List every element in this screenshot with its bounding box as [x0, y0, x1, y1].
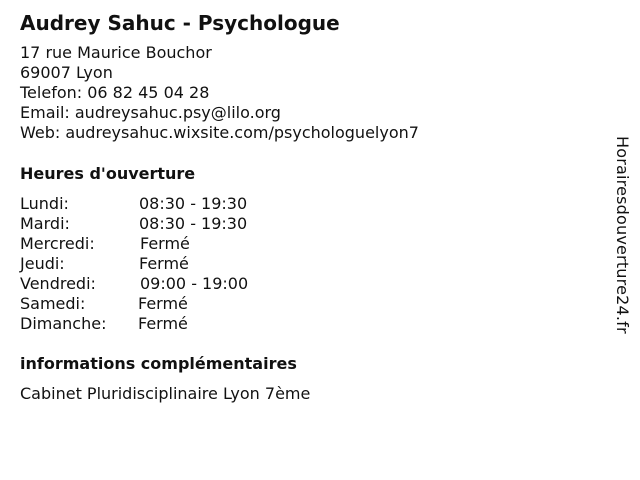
day-label: Jeudi:	[20, 254, 65, 273]
watermark-text: Horairesdouverture24.fr	[613, 136, 632, 334]
day-label: Dimanche:	[20, 314, 107, 333]
day-hours: Fermé	[139, 254, 189, 273]
additional-info-heading: informations complémentaires	[20, 354, 297, 373]
day-hours: Fermé	[138, 314, 188, 333]
hours-row-vendredi	[20, 274, 248, 294]
city-postal-code: 69007 Lyon	[20, 63, 113, 82]
email-address[interactable]: Email: audreysahuc.psy@lilo.org	[20, 103, 281, 122]
day-label: Vendredi:	[20, 274, 96, 293]
business-name: Audrey Sahuc - Psychologue	[20, 11, 340, 35]
day-hours: 08:30 - 19:30	[139, 194, 248, 213]
watermark	[612, 136, 636, 372]
opening-hours-heading: Heures d'ouverture	[20, 164, 196, 183]
day-hours: Fermé	[140, 234, 190, 253]
hours-row-mardi	[20, 214, 248, 234]
day-label: Samedi:	[20, 294, 86, 313]
street-address: 17 rue Maurice Bouchor	[20, 43, 212, 62]
opening-hours-table	[20, 194, 248, 334]
phone-number[interactable]: Telefon: 06 82 45 04 28	[20, 83, 210, 102]
hours-row-jeudi	[20, 254, 248, 274]
hours-row-samedi	[20, 294, 248, 314]
day-hours: 09:00 - 19:00	[140, 274, 249, 293]
address-block	[20, 43, 419, 143]
day-label: Lundi:	[20, 194, 69, 213]
day-label: Mercredi:	[20, 234, 95, 253]
day-hours: Fermé	[138, 294, 188, 313]
website-link[interactable]: Web: audreysahuc.wixsite.com/psychologuelyon7	[20, 123, 419, 142]
day-label: Mardi:	[20, 214, 70, 233]
day-hours: 08:30 - 19:30	[139, 214, 248, 233]
additional-info-text: Cabinet Pluridisciplinaire Lyon 7ème	[20, 384, 311, 403]
hours-row-dimanche	[20, 314, 248, 334]
hours-row-mercredi	[20, 234, 248, 254]
hours-row-lundi	[20, 194, 248, 214]
